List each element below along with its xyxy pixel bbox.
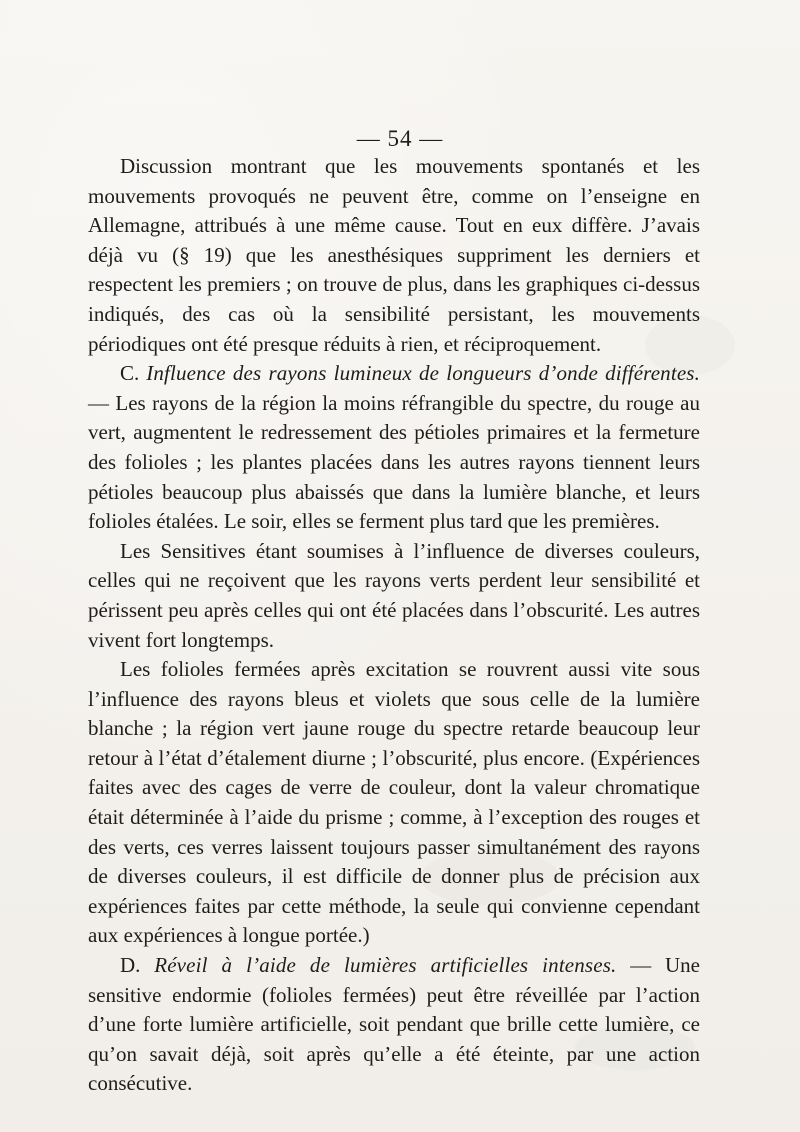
paragraph-heading: Réveil à l’aide de lumières artificielles intenses. bbox=[154, 953, 617, 978]
paragraph-lead: D. bbox=[120, 953, 141, 978]
paragraph-text: Les Sensitives étant soumises à l’influence de diverses couleurs, celles qui ne reçoivent que les rayons verts perdent leur sensibilité et périssent peu après celles qui ont été placées dans l’obscurité. Les autres vivent fort longtemps. bbox=[88, 538, 700, 652]
paragraph bbox=[88, 951, 700, 1099]
paragraph bbox=[88, 152, 700, 359]
page-number: — 54 — bbox=[356, 126, 444, 151]
paragraph bbox=[88, 359, 700, 537]
paragraph-text: Les folioles fermées après excitation se rouvrent aussi vite sous l’influence des rayons bleus et violets que sous celle de la lumière blanche ; la région vert jaune rouge du spectre retarde beaucoup leur retour à l’état d’étalement diurne ; l’obscurité, plus encore. (Expériences faites avec des cages de verre de couleur, dont la valeur chromatique était déterminée à l’aide du prisme ; comme, à l’exception des rouges et des verts, ces verres laissent toujours passer simultanément des rayons de diverses couleurs, il est difficile de donner plus de précision aux expériences faites par cette méthode, la seule qui convienne cependant aux expériences à longue portée.) bbox=[88, 657, 700, 948]
paragraph-text: — Une sensitive endormie (folioles fermées) peut être réveillée par l’action d’une forte lumière artificielle, soit pendant que brille cette lumière, ce qu’on savait déjà, soit après qu’elle a été éteinte, par une action consécutive. bbox=[88, 953, 701, 1096]
paragraph-text: Discussion montrant que les mouvements spontanés et les mouvements provoqués ne peuvent être, comme on l’enseigne en Allemagne, attribués à une même cause. Tout en eux diffère. J’avais déjà vu (§ 19) que les anesthésiques suppriment les derniers et respectent les premiers ; on trouve de plus, dans les graphiques ci-dessus indiqués, des cas où la sensibilité persistant, les mouvements périodiques ont été presque réduits à rien, et réciproquement. bbox=[88, 154, 700, 356]
paragraph bbox=[88, 537, 700, 655]
paragraph bbox=[88, 655, 700, 951]
paragraph-heading: Influence des rayons lumineux de longueurs d’onde différentes. bbox=[146, 361, 701, 386]
paragraph-lead: C. bbox=[120, 361, 140, 386]
paragraph-text: — Les rayons de la région la moins réfrangible du spectre, du rouge au vert, augmentent le redressement des pétioles primaires et la fermeture des folioles ; les plantes placées dans les autres rayons tiennent leurs pétioles beaucoup plus abaissés que dans la lumière blanche, et leurs folioles étalées. Le soir, elles se ferment plus tard que les premières. bbox=[88, 390, 700, 534]
body-text bbox=[88, 152, 700, 1099]
